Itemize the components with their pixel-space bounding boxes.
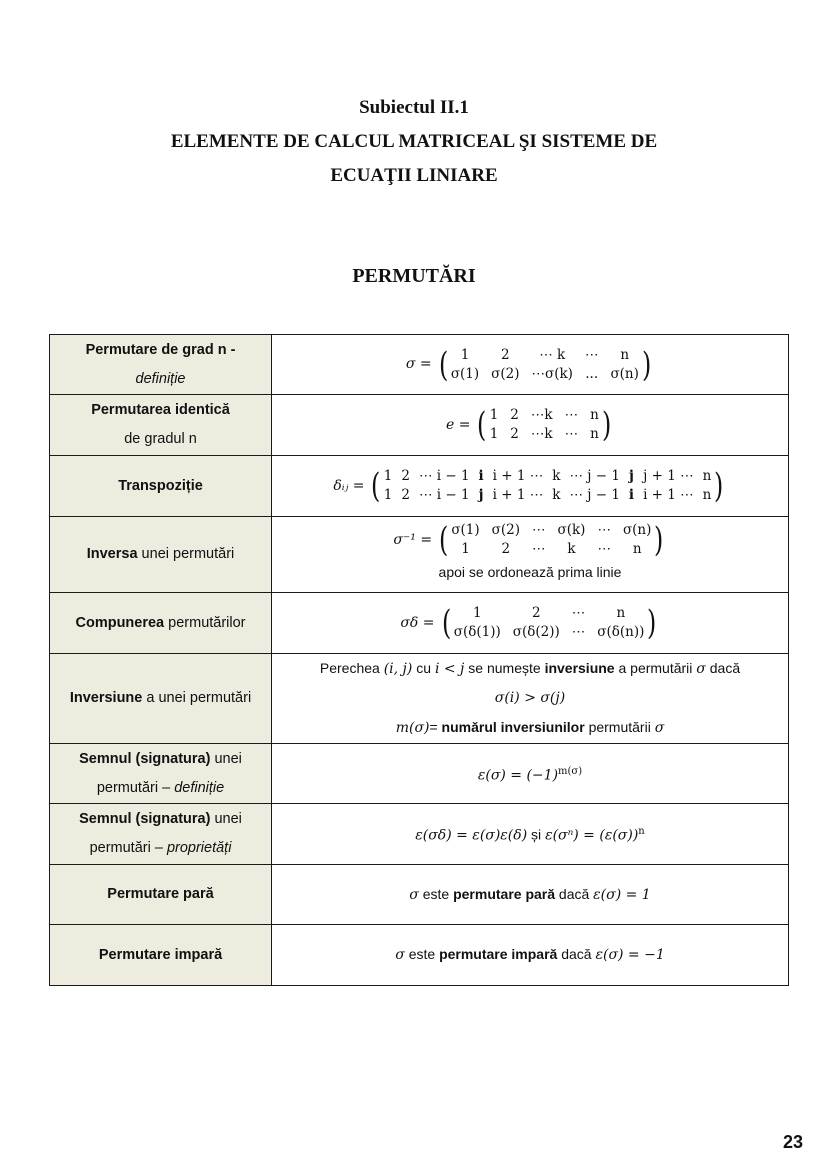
table-row (50, 395, 789, 456)
permutation-definition-formula (272, 335, 789, 395)
inversion-line-3: m(σ)= numărul inversiunilor permutării σ (395, 719, 665, 736)
table-row (50, 804, 789, 865)
composition-formula (272, 593, 789, 654)
two-row-matrix: σ(1) σ(2) ⋯ σ(k) ⋯ σ(n) 1 2 ⋯ k ⋯ n (451, 522, 652, 557)
row-label: Compunerea permutărilor (50, 593, 272, 654)
row-label: Transpoziție (50, 456, 272, 517)
table-row (50, 654, 789, 744)
identity-permutation-formula (272, 395, 789, 456)
transposition-formula (272, 456, 789, 517)
page-number: 23 (782, 1132, 803, 1152)
inversion-line-2: σ(i) > σ(j) (494, 690, 566, 706)
sign-properties-formula: ε(σδ) = ε(σ)ε(δ) și $\varepsilon(\sigma^n) = (\varepsilon(\sigma))^n$ (272, 804, 789, 865)
inverse-note: apoi se ordonează prima linie (438, 564, 622, 580)
two-row-matrix: 1 2 ⋯ n σ(δ(1)) σ(δ(2)) ⋯ σ(δ(n)) (453, 605, 645, 640)
row-label: Semnul (signatura) unei permutări – proprietăți (50, 804, 272, 865)
chapter-title-line-1: ELEMENTE DE CALCUL MATRICEAL ŞI SISTEME DE (170, 131, 658, 152)
permutations-table (49, 334, 789, 986)
row-label: Inversa unei permutări (50, 517, 272, 593)
row-label: Permutare impară (50, 925, 272, 986)
inverse-permutation-formula (272, 517, 789, 593)
table-row (50, 456, 789, 517)
chapter-title-line-2: ECUAŢII LINIARE (330, 165, 498, 186)
row-label: Permutare de grad n - definiție (50, 335, 272, 395)
row-label: Semnul (signatura) unei permutări – definiție (50, 744, 272, 804)
matrix-expression: σ = ( 1 2 ⋯ k ⋯ n σ(1) σ(2) ⋯σ(k) ... σ(n) ) (405, 344, 652, 385)
odd-permutation-formula: σ este permutare impară dacă ε(σ) = −1 (272, 925, 789, 986)
even-permutation-formula: σ este permutare pară dacă ε(σ) = 1 (272, 865, 789, 925)
row-label: Permutarea identică de gradul n (50, 395, 272, 456)
two-row-matrix: 1 2 ⋯ k ⋯ n σ(1) σ(2) ⋯σ(k) ... σ(n) (450, 346, 639, 382)
subject-title: Subiectul II.1 (359, 97, 469, 118)
section-title: PERMUTĂRI (352, 265, 476, 287)
row-label: Permutare pară (50, 865, 272, 925)
table-row (50, 517, 789, 593)
matrix-expression: σδ = ( 1 2 ⋯ n σ(δ(1)) σ(δ(2)) ⋯ σ(δ(n)) ) (400, 603, 657, 643)
table-row (50, 744, 789, 804)
inversion-definition (272, 654, 789, 744)
table-row (50, 865, 789, 925)
two-row-matrix: 1 2 ⋯ i − 1 i i + 1 ⋯ k ⋯ j − 1 j j + 1 ⋯ n 1 2 ⋯ i − 1 j i + 1 ⋯ k ⋯ j − 1 i i + 1 ⋯ n (383, 468, 712, 503)
sign-definition-formula: $\varepsilon(\sigma) = (-1)^{m(\sigma)}$ (272, 744, 789, 804)
table-row (50, 593, 789, 654)
two-row-matrix: 1 2 ⋯k ⋯ n 1 2 ⋯k ⋯ n (489, 407, 599, 442)
matrix-expression: σ⁻¹ = ( σ(1) σ(2) ⋯ σ(k) ⋯ σ(n) 1 2 ⋯ k ⋯ n ) (393, 520, 664, 560)
matrix-expression: δᵢⱼ = ( 1 2 ⋯ i − 1 i i + 1 ⋯ k ⋯ j − 1 j j + 1 ⋯ n 1 2 ⋯ i − 1 j i + 1 ⋯ k ⋯ j − 1 i i + 1 ⋯ n ) (333, 466, 724, 506)
table-row (50, 335, 789, 395)
inversion-line-1: Perechea (i, j) cu i < j se numește inversiune a permutării σ dacă (319, 660, 741, 677)
table-row (50, 925, 789, 986)
row-label: Inversiune a unei permutări (50, 654, 272, 744)
matrix-expression: e = ( 1 2 ⋯k ⋯ n 1 2 ⋯k ⋯ n ) (445, 405, 612, 445)
